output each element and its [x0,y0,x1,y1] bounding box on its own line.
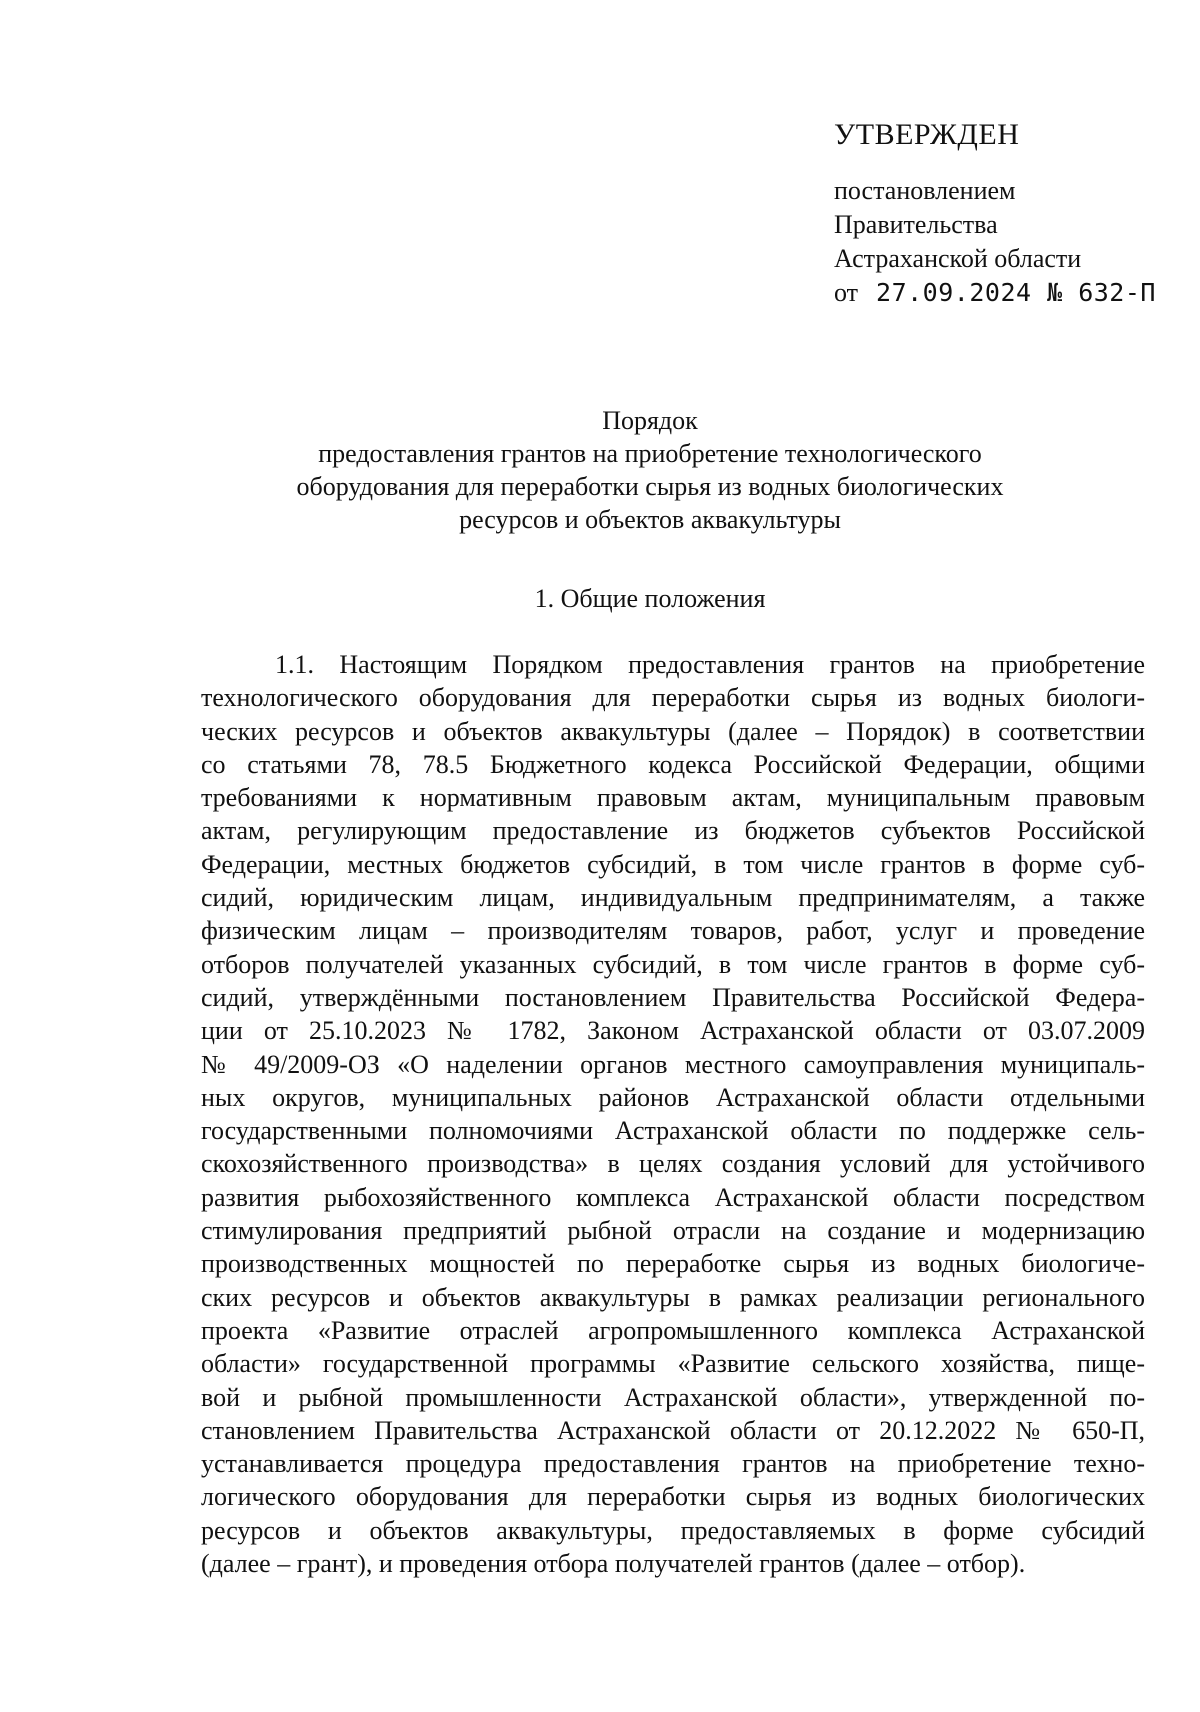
paragraph-line: ции от 25.10.2023 № 1782, Законом Астраханской области от 03.07.2009 [201,1016,1145,1046]
paragraph-line: сидий, юридическим лицам, индивидуальным предпринимателям, а также [201,883,1145,913]
approval-date-prefix: от [834,278,859,307]
paragraph-line: ческих ресурсов и объектов аквакультуры (далее – Порядок) в соответствии [201,716,1145,746]
title-line-2: предоставления грантов на приобретение технологического [318,439,982,468]
approval-date-line [834,276,1174,310]
paragraph-line: (далее – грант), и проведения отбора получателей грантов (далее – отбор). [201,1549,1026,1579]
paragraph-line: со статьями 78, 78.5 Бюджетного кодекса Российской Федерации, общими [201,749,1145,779]
section-heading: 1. Общие положения [534,584,766,613]
approval-line-1: постановлением [834,176,1016,205]
paragraph-line: отборов получателей указанных субсидий, в том числе грантов в форме суб- [201,949,1145,979]
approval-line-2: Правительства [834,210,998,239]
paragraph-line: стимулирования предприятий рыбной отрасли на создание и модернизацию [201,1216,1145,1246]
paragraph-line: становлением Правительства Астраханской области от 20.12.2022 № 650-П, [201,1415,1145,1445]
paragraph-line: логического оборудования для переработки сырья из водных биологических [201,1482,1145,1512]
paragraph-line: развития рыбохозяйственного комплекса Астраханской области посредством [201,1182,1145,1212]
approval-line-3: Астраханской области [834,244,1082,273]
paragraph-line: государственными полномочиями Астраханской области по поддержке сель- [201,1116,1145,1146]
paragraph-line: производственных мощностей по переработке сырья из водных биологиче- [201,1249,1145,1279]
title-line-3: оборудования для переработки сырья из водных биологических [296,472,1004,501]
title-line-1: Порядок [602,406,698,435]
paragraph-line: 1.1. Настоящим Порядком предоставления грантов на приобретение [275,650,1145,679]
paragraph-line: проекта «Развитие отраслей агропромышленного комплекса Астраханской [201,1315,1145,1345]
paragraph-line: сидий, утверждёнными постановлением Правительства Российской Федера- [201,982,1145,1012]
approval-stamp [834,118,1174,310]
paragraph-line: скохозяйственного производства» в целях создания условий для устойчивого [201,1149,1145,1179]
paragraph-line: Федерации, местных бюджетов субсидий, в том числе грантов в форме суб- [201,849,1145,879]
approval-date-number: 27.09.2024 № 632-П [876,278,1156,307]
paragraph-line: № 49/2009-ОЗ «О наделении органов местного самоуправления муниципаль- [201,1049,1145,1079]
paragraph-1-1 [201,648,1145,1580]
paragraph-line: ских ресурсов и объектов аквакультуры в рамках реализации регионального [201,1282,1145,1312]
document-title [200,404,1100,536]
paragraph-line: физическим лицам – производителям товаров, работ, услуг и проведение [201,916,1145,946]
paragraph-line: области» государственной программы «Развитие сельского хозяйства, пище- [201,1349,1145,1379]
paragraph-line: технологического оборудования для переработки сырья из водных биологи- [201,683,1145,713]
paragraph-line: устанавливается процедура предоставления грантов на приобретение техно- [201,1449,1145,1479]
paragraph-line: требованиями к нормативным правовым актам, муниципальным правовым [201,783,1145,813]
paragraph-line: ных округов, муниципальных районов Астраханской области отдельными [201,1082,1145,1112]
approval-heading: УТВЕРЖДЕН [834,118,1020,151]
paragraph-line: вой и рыбной промышленности Астраханской области», утвержденной по- [201,1382,1145,1412]
title-line-4: ресурсов и объектов аквакультуры [459,505,841,534]
paragraph-line: ресурсов и объектов аквакультуры, предоставляемых в форме субсидий [201,1515,1145,1545]
paragraph-line: актам, регулирующим предоставление из бюджетов субъектов Российской [201,816,1145,846]
